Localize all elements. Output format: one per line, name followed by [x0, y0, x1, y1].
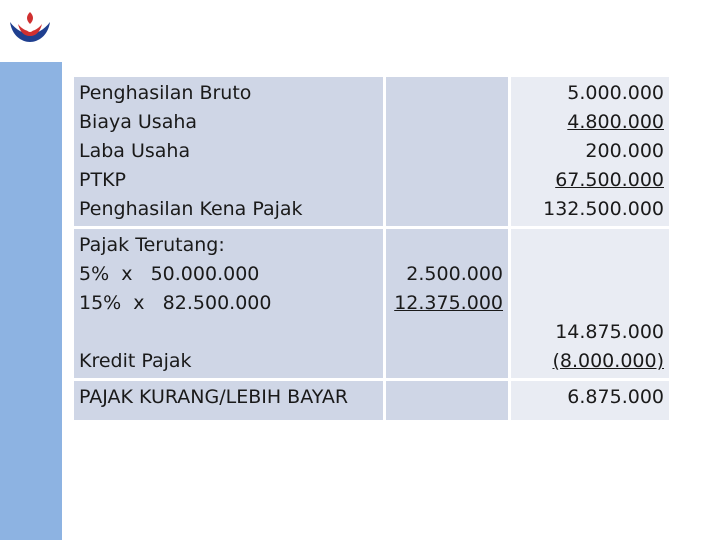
left-sidebar-strip — [0, 0, 62, 540]
label-penghasilan-kena-pajak: Penghasilan Kena Pajak — [79, 198, 303, 220]
spacer — [516, 289, 664, 318]
value-laba-usaha: 200.000 — [585, 140, 664, 162]
label-tarif-15: 15% x 82.500.000 — [79, 292, 272, 314]
label-pajak-kurang-lebih-bayar: PAJAK KURANG/LEBIH BAYAR — [79, 386, 349, 408]
label-ptkp: PTKP — [79, 169, 126, 191]
value-penghasilan-bruto: 5.000.000 — [567, 82, 664, 104]
spacer — [516, 231, 664, 260]
value-tarif-15: 12.375.000 — [394, 292, 503, 314]
mid-value-cell — [386, 381, 508, 420]
label-pajak-terutang: Pajak Terutang: — [79, 234, 225, 256]
label-cell — [74, 77, 383, 226]
right-value-cell — [511, 77, 669, 226]
label-penghasilan-bruto: Penghasilan Bruto — [79, 82, 252, 104]
value-kredit-pajak: (8.000.000) — [552, 350, 664, 372]
label-tarif-5: 5% x 50.000.000 — [79, 263, 260, 285]
value-biaya-usaha: 4.800.000 — [567, 111, 664, 133]
label-kredit-pajak: Kredit Pajak — [79, 350, 192, 372]
label-biaya-usaha: Biaya Usaha — [79, 111, 198, 133]
spacer — [79, 318, 378, 347]
logo-area — [0, 0, 62, 62]
institution-logo-icon — [4, 8, 56, 48]
mid-value-cell — [386, 77, 508, 226]
value-pajak-terutang-total: 14.875.000 — [555, 321, 664, 343]
table-row — [74, 229, 669, 378]
mid-value-cell — [386, 229, 508, 378]
tax-calculation-table — [71, 74, 672, 423]
value-ptkp: 67.500.000 — [555, 169, 664, 191]
value-tarif-5: 2.500.000 — [406, 263, 503, 285]
label-cell — [74, 229, 383, 378]
table-row — [74, 77, 669, 226]
value-pajak-kurang-lebih-bayar: 6.875.000 — [567, 386, 664, 408]
value-penghasilan-kena-pajak: 132.500.000 — [543, 198, 664, 220]
spacer — [516, 260, 664, 289]
right-value-cell — [511, 229, 669, 378]
label-cell — [74, 381, 383, 420]
table-row — [74, 381, 669, 420]
right-value-cell — [511, 381, 669, 420]
label-laba-usaha: Laba Usaha — [79, 140, 191, 162]
spacer — [391, 231, 503, 260]
